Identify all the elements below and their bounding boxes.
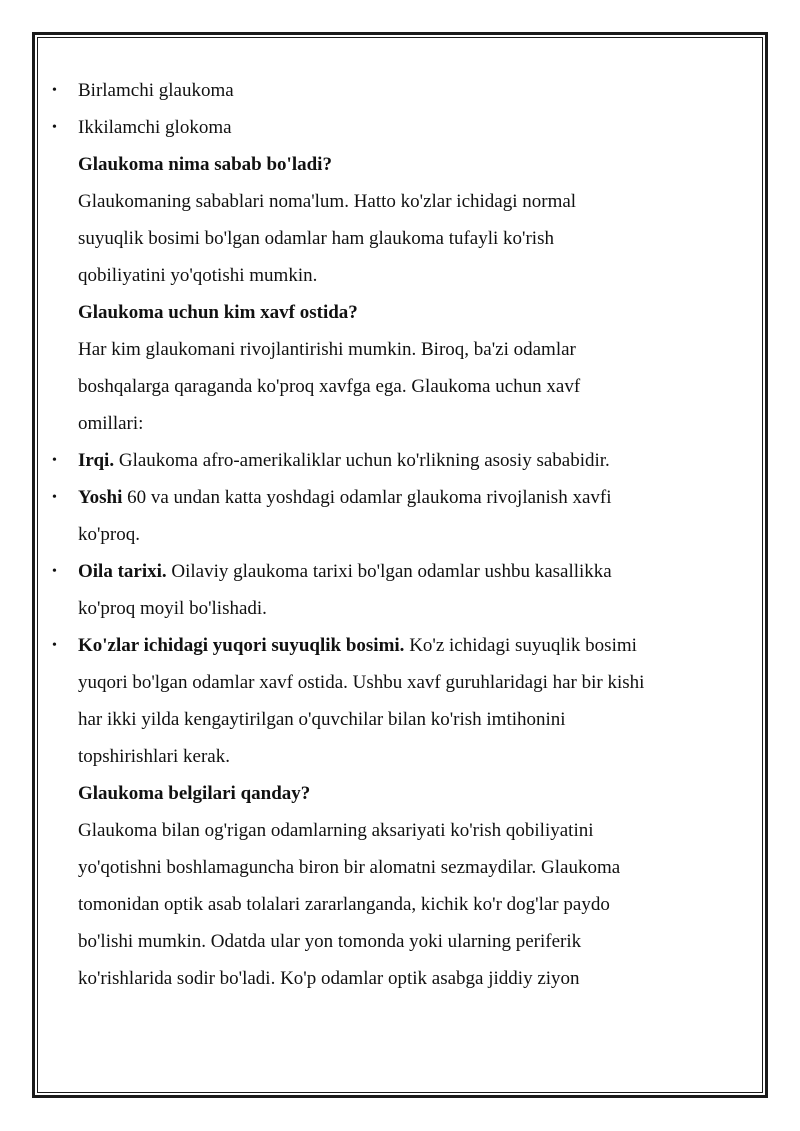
list-item-text: Ikkilamchi glokoma [78,117,232,138]
risk-text-continued: ko'proq moyil bo'lishadi. [78,598,267,619]
list-item-text: Birlamchi glaukoma [78,80,234,101]
risk-text-continued: topshirishlari kerak. [78,746,230,767]
section-heading: Glaukoma belgilari qanday? [78,783,311,804]
risk-text: Oilaviy glaukoma tarixi bo'lgan odamlar ushbu kasallikka [166,561,612,582]
risk-text-continued: har ikki yilda kengaytirilgan o'quvchilar bilan ko'rish imtihonini [78,709,566,730]
bullet-icon: • [52,83,57,98]
risk-text: Ko'z ichidagi suyuqlik bosimi [404,635,637,656]
paragraph-line: qobiliyatini yo'qotishi mumkin. [78,265,318,286]
bullet-icon: • [52,638,57,653]
paragraph-line: tomonidan optik asab tolalari zararlanganda, kichik ko'r dog'lar paydo [78,894,610,915]
risk-item [52,442,728,479]
risk-item [52,479,728,516]
risk-item [52,553,728,590]
section-heading: Glaukoma nima sabab bo'ladi? [78,154,332,175]
bullet-icon: • [52,120,57,135]
paragraph-line: omillari: [78,413,144,434]
bullet-icon: • [52,564,57,579]
risk-term: Oila tarixi. [78,561,167,582]
section-heading: Glaukoma uchun kim xavf ostida? [78,302,358,323]
list-item [52,109,728,146]
risk-term: Ko'zlar ichidagi yuqori suyuqlik bosimi. [78,635,405,656]
paragraph-line: ko'rishlarida sodir bo'ladi. Ko'p odamlar optik asabga jiddiy ziyon [78,968,580,989]
risk-text: 60 va undan katta yoshdagi odamlar glaukoma rivojlanish xavfi [122,487,612,508]
risk-text: Glaukoma afro-amerikaliklar uchun ko'rlikning asosiy sababidir. [114,450,610,471]
risk-text-continued: yuqori bo'lgan odamlar xavf ostida. Ushbu xavf guruhlaridagi har bir kishi [78,672,645,693]
risk-term: Irqi. [78,450,115,471]
paragraph-line: yo'qotishni boshlamaguncha biron bir alomatni sezmaydilar. Glaukoma [78,857,621,878]
bullet-icon: • [52,453,57,468]
paragraph-line: bo'lishi mumkin. Odatda ular yon tomonda yoki ularning periferik [78,931,582,952]
document-body [52,72,728,997]
paragraph-line: Glaukomaning sabablari noma'lum. Hatto ko'zlar ichidagi normal [78,191,577,212]
paragraph-line: boshqalarga qaraganda ko'proq xavfga ega. Glaukoma uchun xavf [78,376,581,397]
risk-item [52,627,728,664]
risk-text-continued: ko'proq. [78,524,141,545]
paragraph-line: Glaukoma bilan og'rigan odamlarning aksariyati ko'rish qobiliyatini [78,820,594,841]
paragraph-line: suyuqlik bosimi bo'lgan odamlar ham glaukoma tufayli ko'rish [78,228,554,249]
risk-term: Yoshi [78,487,123,508]
list-item [52,72,728,109]
bullet-icon: • [52,490,57,505]
paragraph-line: Har kim glaukomani rivojlantirishi mumkin. Biroq, ba'zi odamlar [78,339,576,360]
